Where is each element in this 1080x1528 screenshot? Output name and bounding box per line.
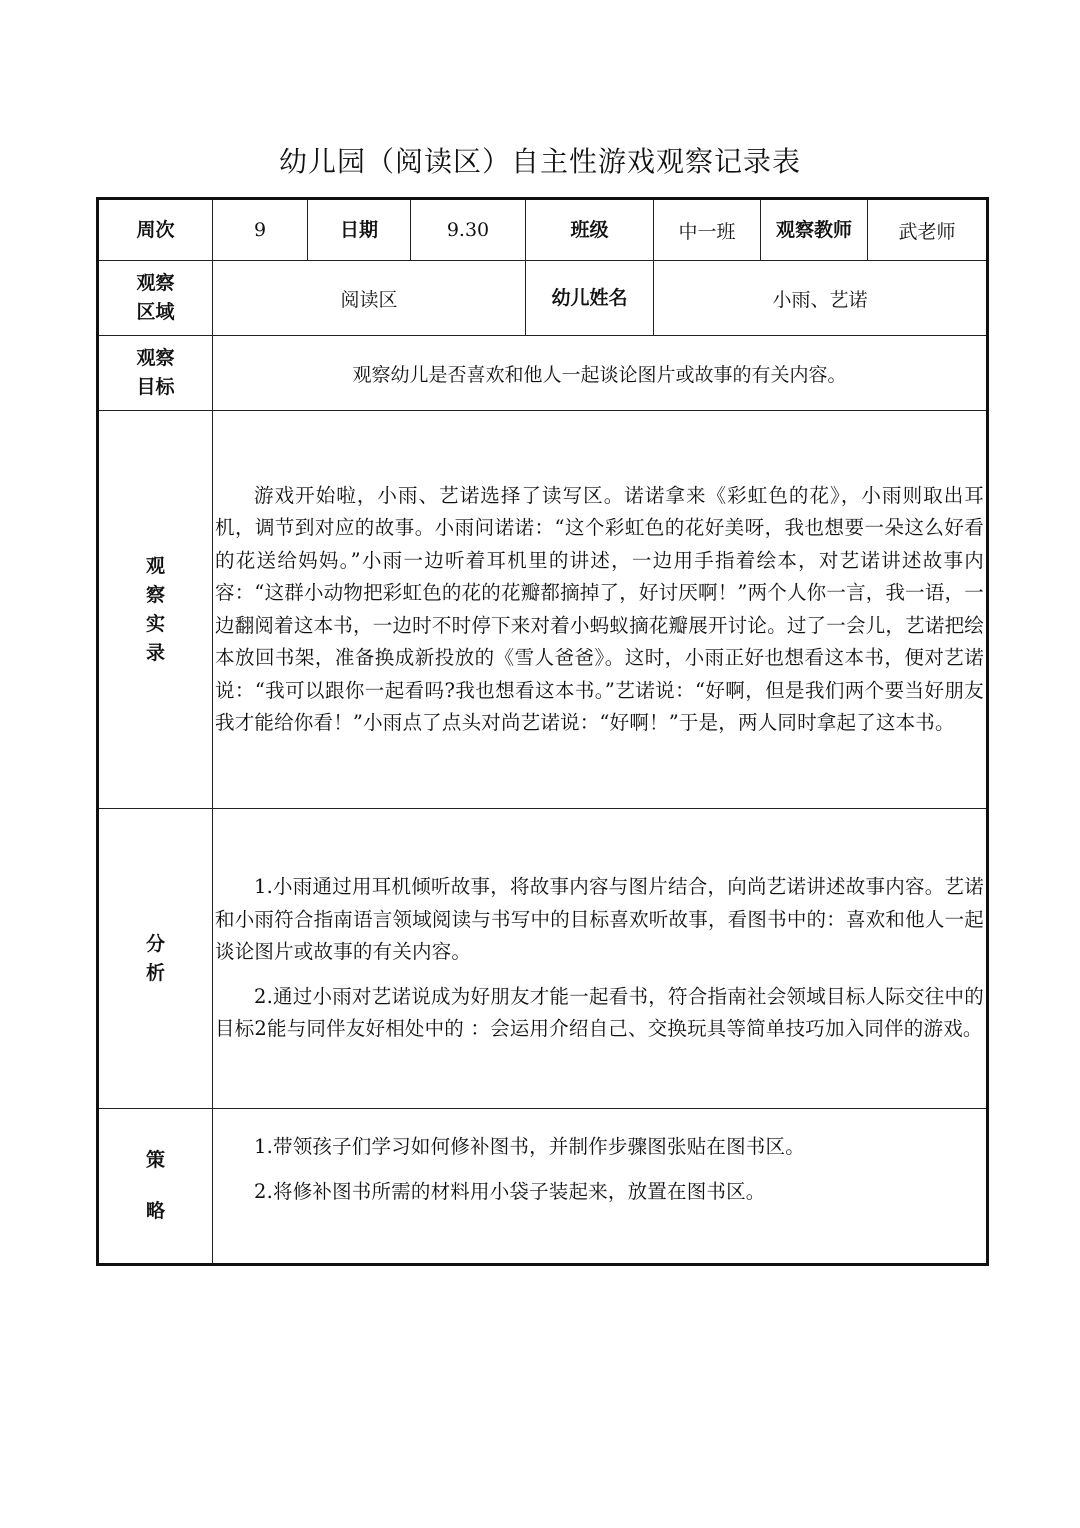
week-label: 周次 <box>98 199 213 261</box>
child-name-value: 小雨、艺诺 <box>654 261 988 336</box>
strategy-label-char: 略 <box>145 1200 165 1222</box>
area-label <box>98 261 213 336</box>
class-label: 班级 <box>526 199 654 261</box>
strategy-paragraph-2: 2.将修补图书所需的材料用小袋子装起来，放置在图书区。 <box>254 1179 766 1203</box>
goal-label-line-1: 观察 <box>136 347 175 369</box>
record-label-char: 察 <box>145 583 165 606</box>
observation-table <box>96 197 989 1266</box>
week-value: 9 <box>213 199 308 261</box>
area-label-line-1: 观察 <box>136 272 175 294</box>
goal-label <box>98 336 213 411</box>
teacher-value: 武老师 <box>868 199 988 261</box>
analysis-paragraph-1: 1.小雨通过用耳机倾听故事，将故事内容与图片结合，向尚艺诺讲述故事内容。艺诺和小雨符合指南语言领域阅读与书写中的目标喜欢听故事，看图书中的：喜欢和他人一起谈论图片或故事的有关内容。 <box>215 875 984 964</box>
analysis-content <box>213 809 988 1109</box>
page-title: 幼儿园（阅读区）自主性游戏观察记录表 <box>278 145 801 178</box>
record-text: 游戏开始啦，小雨、艺诺选择了读写区。诺诺拿来《彩虹色的花》，小雨则取出耳机，调节到对应的故事。小雨问诺诺：“这个彩虹色的花好美呀，我也想要一朵这么好看的花送给妈妈。”小雨一边听着耳机里的讲述，一边用手指着绘本，对艺诺讲述故事内容：“这群小动物把彩虹色的花的花瓣都摘掉了，好讨厌啊！”两个人你一言，我一语，一边翻阅着这本书，一边时不时停下来对着小蚂蚁摘花瓣展开讨论。过了一会儿，艺诺把绘本放回书架，准备换成新投放的《雪人爸爸》。这时，小雨正好也想看这本书，便对艺诺说：“我可以跟你一起看吗?我也想看这本书。”艺诺说：“好啊，但是我们两个要当好朋友我才能给你看！”小雨点了点头对尚艺诺说：“好啊！”于是，两人同时拿起了这本书。 <box>215 483 984 734</box>
table-row-goal <box>98 336 988 411</box>
analysis-label-char: 分 <box>145 932 165 955</box>
date-value: 9.30 <box>411 199 526 261</box>
goal-label-line-2: 目标 <box>136 376 175 398</box>
table-row-analysis <box>98 809 988 1109</box>
goal-value: 观察幼儿是否喜欢和他人一起谈论图片或故事的有关内容。 <box>213 336 988 411</box>
strategy-paragraph-1: 1.带领孩子们学习如何修补图书，并制作步骤图张贴在图书区。 <box>254 1135 805 1158</box>
record-label <box>98 411 213 809</box>
record-label-char: 观 <box>145 554 165 577</box>
table-row-area <box>98 261 988 336</box>
date-label: 日期 <box>308 199 411 261</box>
class-value: 中一班 <box>654 199 761 261</box>
child-name-label: 幼儿姓名 <box>526 261 654 336</box>
strategy-label-char: 策 <box>145 1149 165 1171</box>
analysis-label <box>98 809 213 1109</box>
strategy-content <box>213 1109 988 1265</box>
record-content <box>213 411 988 809</box>
strategy-label <box>98 1109 213 1265</box>
record-label-char: 录 <box>145 641 165 664</box>
table-row-week <box>98 199 988 261</box>
area-label-line-2: 区域 <box>136 301 175 323</box>
area-value: 阅读区 <box>213 261 526 336</box>
analysis-paragraph-2: 2.通过小雨对艺诺说成为好朋友才能一起看书，符合指南社会领域目标人际交往中的目标2能与同伴友好相处中的 ：会运用介绍自己、交换玩具等简单技巧加入同伴的游戏。 <box>215 984 984 1041</box>
analysis-label-char: 析 <box>145 961 165 984</box>
table-row-strategy <box>98 1109 988 1265</box>
table-row-record <box>98 411 988 809</box>
record-label-char: 实 <box>145 612 165 635</box>
teacher-label: 观察教师 <box>761 199 868 261</box>
